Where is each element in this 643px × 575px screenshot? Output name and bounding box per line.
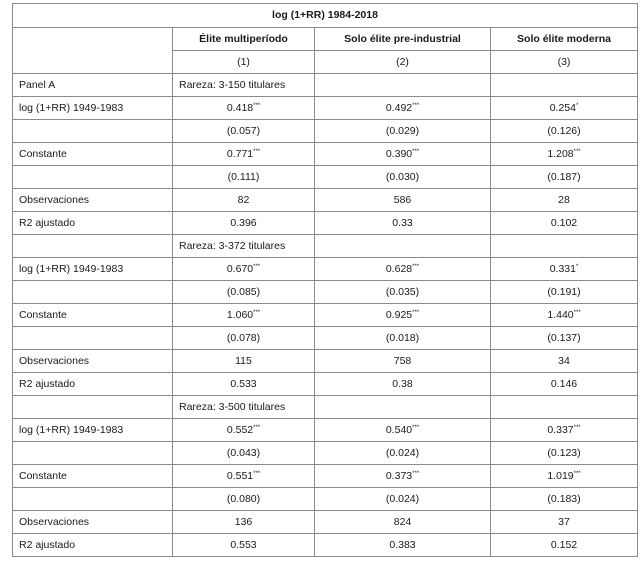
r2-value-1 xyxy=(173,534,315,557)
const-se-2-value: (0.030) xyxy=(385,170,420,183)
constant-row xyxy=(13,304,638,327)
rareza-label-value: Rareza: 3-500 titulares xyxy=(179,400,286,413)
empty-cell xyxy=(491,396,638,419)
coefficient-se-row xyxy=(13,281,638,304)
coefficient-row xyxy=(13,97,638,120)
coef-value-2 xyxy=(315,258,491,281)
const-se-2 xyxy=(315,327,491,350)
significance-stars: *** xyxy=(412,148,420,155)
const-se-1-value: (0.078) xyxy=(226,331,261,344)
r2-value-2 xyxy=(315,534,491,557)
observations-value-3 xyxy=(491,511,638,534)
coef-se-3 xyxy=(491,442,638,465)
r2-row xyxy=(13,373,638,396)
constant-label-value: Constante xyxy=(19,147,67,160)
r2-value-1 xyxy=(173,373,315,396)
observations-value-2-value: 758 xyxy=(393,354,412,367)
r2-label xyxy=(13,373,173,396)
const-value-3 xyxy=(491,143,638,166)
empty-label-cell xyxy=(13,281,173,304)
empty-cell xyxy=(315,396,491,419)
observations-label-value: Observaciones xyxy=(19,193,90,206)
empty-label-cell xyxy=(13,235,173,258)
coef-value-1-value: 0.418 xyxy=(226,101,254,114)
r2-label-value: R2 ajustado xyxy=(19,538,76,551)
const-se-3 xyxy=(491,488,638,511)
constant-label-value: Constante xyxy=(19,308,67,321)
coef-se-2 xyxy=(315,120,491,143)
coef-se-2-value: (0.029) xyxy=(385,124,420,137)
r2-row xyxy=(13,534,638,557)
coef-value-1 xyxy=(173,419,315,442)
coef-value-3-value: 0.254 xyxy=(549,101,576,114)
coef-label-value: log (1+RR) 1949-1983 xyxy=(19,262,124,275)
rareza-label xyxy=(173,396,315,419)
coef-se-2 xyxy=(315,442,491,465)
empty-cell xyxy=(491,235,638,258)
constant-row xyxy=(13,465,638,488)
table-title-row xyxy=(13,4,638,28)
constant-se-row xyxy=(13,327,638,350)
const-se-3-value: (0.187) xyxy=(547,170,581,183)
coef-value-3 xyxy=(491,97,638,120)
coefficient-row xyxy=(13,258,638,281)
significance-stars: *** xyxy=(412,263,420,270)
r2-value-1-value: 0.396 xyxy=(230,216,257,229)
const-se-1 xyxy=(173,327,315,350)
coef-value-3-value: 0.331 xyxy=(549,262,576,275)
rareza-label-value: Rareza: 3-372 titulares xyxy=(179,239,286,252)
coef-value-3 xyxy=(491,258,638,281)
const-value-2-value: 0.373 xyxy=(385,469,413,482)
const-value-2-value: 0.390 xyxy=(385,147,413,160)
r2-label-value: R2 ajustado xyxy=(19,216,76,229)
observations-row xyxy=(13,350,638,373)
observations-value-1-value: 136 xyxy=(234,515,253,528)
table-title: log (1+RR) 1984-2018 xyxy=(272,9,378,21)
rareza-label xyxy=(173,235,315,258)
constant-row xyxy=(13,143,638,166)
column-header-2: Solo élite pre-industrial xyxy=(315,28,491,51)
empty-cell xyxy=(491,74,638,97)
r2-value-2 xyxy=(315,212,491,235)
const-se-2-value: (0.024) xyxy=(385,492,420,505)
observations-row xyxy=(13,189,638,212)
coefficient-row xyxy=(13,419,638,442)
coef-se-3-value: (0.126) xyxy=(547,124,581,137)
r2-value-3-value: 0.102 xyxy=(550,216,578,229)
significance-stars: * xyxy=(575,102,579,109)
const-se-1 xyxy=(173,488,315,511)
r2-value-3-value: 0.152 xyxy=(550,538,578,551)
observations-value-3 xyxy=(491,189,638,212)
const-se-3-value: (0.183) xyxy=(547,492,581,505)
const-value-1 xyxy=(173,143,315,166)
rareza-row xyxy=(13,235,638,258)
observations-value-1-value: 82 xyxy=(237,193,250,206)
empty-label-cell xyxy=(13,166,173,189)
observations-value-3-value: 34 xyxy=(558,354,570,367)
const-value-3 xyxy=(491,465,638,488)
coefficient-se-row xyxy=(13,120,638,143)
empty-label-cell xyxy=(13,488,173,511)
r2-value-1 xyxy=(173,212,315,235)
const-value-3-value: 1.208 xyxy=(547,147,574,160)
const-value-1-value: 1.060 xyxy=(226,308,254,321)
rareza-label-value: Rareza: 3-150 titulares xyxy=(179,78,286,91)
column-number-1: (1) xyxy=(173,51,315,74)
const-value-2 xyxy=(315,304,491,327)
const-value-2 xyxy=(315,465,491,488)
coef-se-2-value: (0.035) xyxy=(385,285,420,298)
const-se-1 xyxy=(173,166,315,189)
observations-label-value: Observaciones xyxy=(19,354,90,367)
coef-se-3-value: (0.123) xyxy=(547,446,581,459)
significance-stars: *** xyxy=(573,424,581,431)
coef-value-2 xyxy=(315,97,491,120)
observations-value-2 xyxy=(315,511,491,534)
coef-value-1-value: 0.552 xyxy=(226,423,254,436)
observations-label xyxy=(13,511,173,534)
panel-label xyxy=(13,74,173,97)
r2-value-3-value: 0.146 xyxy=(550,377,578,390)
const-se-2 xyxy=(315,488,491,511)
coef-value-1 xyxy=(173,258,315,281)
const-value-1 xyxy=(173,465,315,488)
r2-value-2-value: 0.38 xyxy=(392,377,413,390)
significance-stars: *** xyxy=(253,470,261,477)
significance-stars: * xyxy=(575,263,579,270)
constant-label xyxy=(13,143,173,166)
significance-stars: *** xyxy=(412,424,420,431)
coef-se-2-value: (0.024) xyxy=(385,446,420,459)
const-value-1-value: 0.771 xyxy=(226,147,254,160)
column-number-2: (2) xyxy=(315,51,491,74)
coef-value-3 xyxy=(491,419,638,442)
coef-value-1-value: 0.670 xyxy=(226,262,254,275)
empty-cell xyxy=(315,74,491,97)
r2-row xyxy=(13,212,638,235)
coef-value-3-value: 0.337 xyxy=(547,423,574,436)
const-se-3-value: (0.137) xyxy=(547,331,581,344)
significance-stars: *** xyxy=(573,470,581,477)
coef-value-2-value: 0.492 xyxy=(385,101,413,114)
observations-label-value: Observaciones xyxy=(19,515,90,528)
observations-value-1-value: 115 xyxy=(235,354,252,367)
coef-label xyxy=(13,97,173,120)
coef-se-2 xyxy=(315,281,491,304)
column-header-1: Élite multiperíodo xyxy=(173,28,315,51)
const-se-2-value: (0.018) xyxy=(385,331,420,344)
coef-se-1-value: (0.043) xyxy=(226,446,261,459)
observations-row xyxy=(13,511,638,534)
significance-stars: *** xyxy=(253,263,261,270)
coef-value-1 xyxy=(173,97,315,120)
observations-value-2 xyxy=(315,189,491,212)
const-value-3-value: 1.019 xyxy=(547,469,574,482)
constant-se-row xyxy=(13,488,638,511)
significance-stars: *** xyxy=(253,424,261,431)
empty-label-cell xyxy=(13,442,173,465)
coef-label xyxy=(13,419,173,442)
const-value-3 xyxy=(491,304,638,327)
column-header-3: Solo élite moderna xyxy=(491,28,638,51)
coef-label-value: log (1+RR) 1949-1983 xyxy=(19,101,124,114)
const-se-1-value: (0.080) xyxy=(226,492,261,505)
const-value-1 xyxy=(173,304,315,327)
coef-se-1-value: (0.057) xyxy=(226,124,261,137)
column-header-row xyxy=(13,28,638,51)
r2-value-3 xyxy=(491,534,638,557)
const-se-3 xyxy=(491,327,638,350)
observations-label xyxy=(13,189,173,212)
const-se-2 xyxy=(315,166,491,189)
const-value-2-value: 0.925 xyxy=(385,308,413,321)
r2-label-value: R2 ajustado xyxy=(19,377,76,390)
r2-value-3 xyxy=(491,212,638,235)
r2-label xyxy=(13,534,173,557)
empty-label-cell xyxy=(13,120,173,143)
panel-label-value: Panel A xyxy=(19,78,56,91)
header-spacer-cell xyxy=(13,28,173,74)
significance-stars: *** xyxy=(573,148,581,155)
significance-stars: *** xyxy=(412,102,420,109)
rareza-row xyxy=(13,396,638,419)
r2-value-2 xyxy=(315,373,491,396)
coef-se-1-value: (0.085) xyxy=(226,285,261,298)
coef-value-2 xyxy=(315,419,491,442)
observations-value-2 xyxy=(315,350,491,373)
r2-value-2-value: 0.33 xyxy=(392,216,413,229)
observations-value-2-value: 824 xyxy=(393,515,412,528)
rareza-label xyxy=(173,74,315,97)
significance-stars: *** xyxy=(412,309,420,316)
rareza-row xyxy=(13,74,638,97)
column-number-3: (3) xyxy=(491,51,638,74)
constant-label-value: Constante xyxy=(19,469,67,482)
observations-label xyxy=(13,350,173,373)
observations-value-3-value: 37 xyxy=(558,515,570,528)
const-se-1-value: (0.111) xyxy=(227,170,260,183)
coef-value-2-value: 0.628 xyxy=(385,262,413,275)
coef-se-1 xyxy=(173,120,315,143)
coef-label-value: log (1+RR) 1949-1983 xyxy=(19,423,124,436)
significance-stars: *** xyxy=(412,470,420,477)
empty-cell xyxy=(315,235,491,258)
r2-label xyxy=(13,212,173,235)
empty-label-cell xyxy=(13,327,173,350)
r2-value-1-value: 0.553 xyxy=(230,538,257,551)
observations-value-2-value: 586 xyxy=(393,193,412,206)
constant-se-row xyxy=(13,166,638,189)
title-cell xyxy=(13,4,638,28)
constant-label xyxy=(13,465,173,488)
coef-se-1 xyxy=(173,281,315,304)
regression-table xyxy=(12,3,638,557)
observations-value-1 xyxy=(173,511,315,534)
observations-value-3 xyxy=(491,350,638,373)
coef-se-1 xyxy=(173,442,315,465)
coef-se-3-value: (0.191) xyxy=(547,285,581,298)
observations-value-1 xyxy=(173,189,315,212)
coef-value-2-value: 0.540 xyxy=(385,423,413,436)
r2-value-3 xyxy=(491,373,638,396)
coef-se-3 xyxy=(491,120,638,143)
significance-stars: *** xyxy=(253,102,261,109)
observations-value-3-value: 28 xyxy=(558,193,570,206)
const-value-3-value: 1.440 xyxy=(547,308,574,321)
empty-label-cell xyxy=(13,396,173,419)
significance-stars: *** xyxy=(253,148,261,155)
coefficient-se-row xyxy=(13,442,638,465)
coef-label xyxy=(13,258,173,281)
const-value-2 xyxy=(315,143,491,166)
r2-value-1-value: 0.533 xyxy=(230,377,257,390)
significance-stars: *** xyxy=(573,309,581,316)
const-se-3 xyxy=(491,166,638,189)
constant-label xyxy=(13,304,173,327)
r2-value-2-value: 0.383 xyxy=(389,538,416,551)
coef-se-3 xyxy=(491,281,638,304)
significance-stars: *** xyxy=(253,309,261,316)
observations-value-1 xyxy=(173,350,315,373)
const-value-1-value: 0.551 xyxy=(226,469,254,482)
